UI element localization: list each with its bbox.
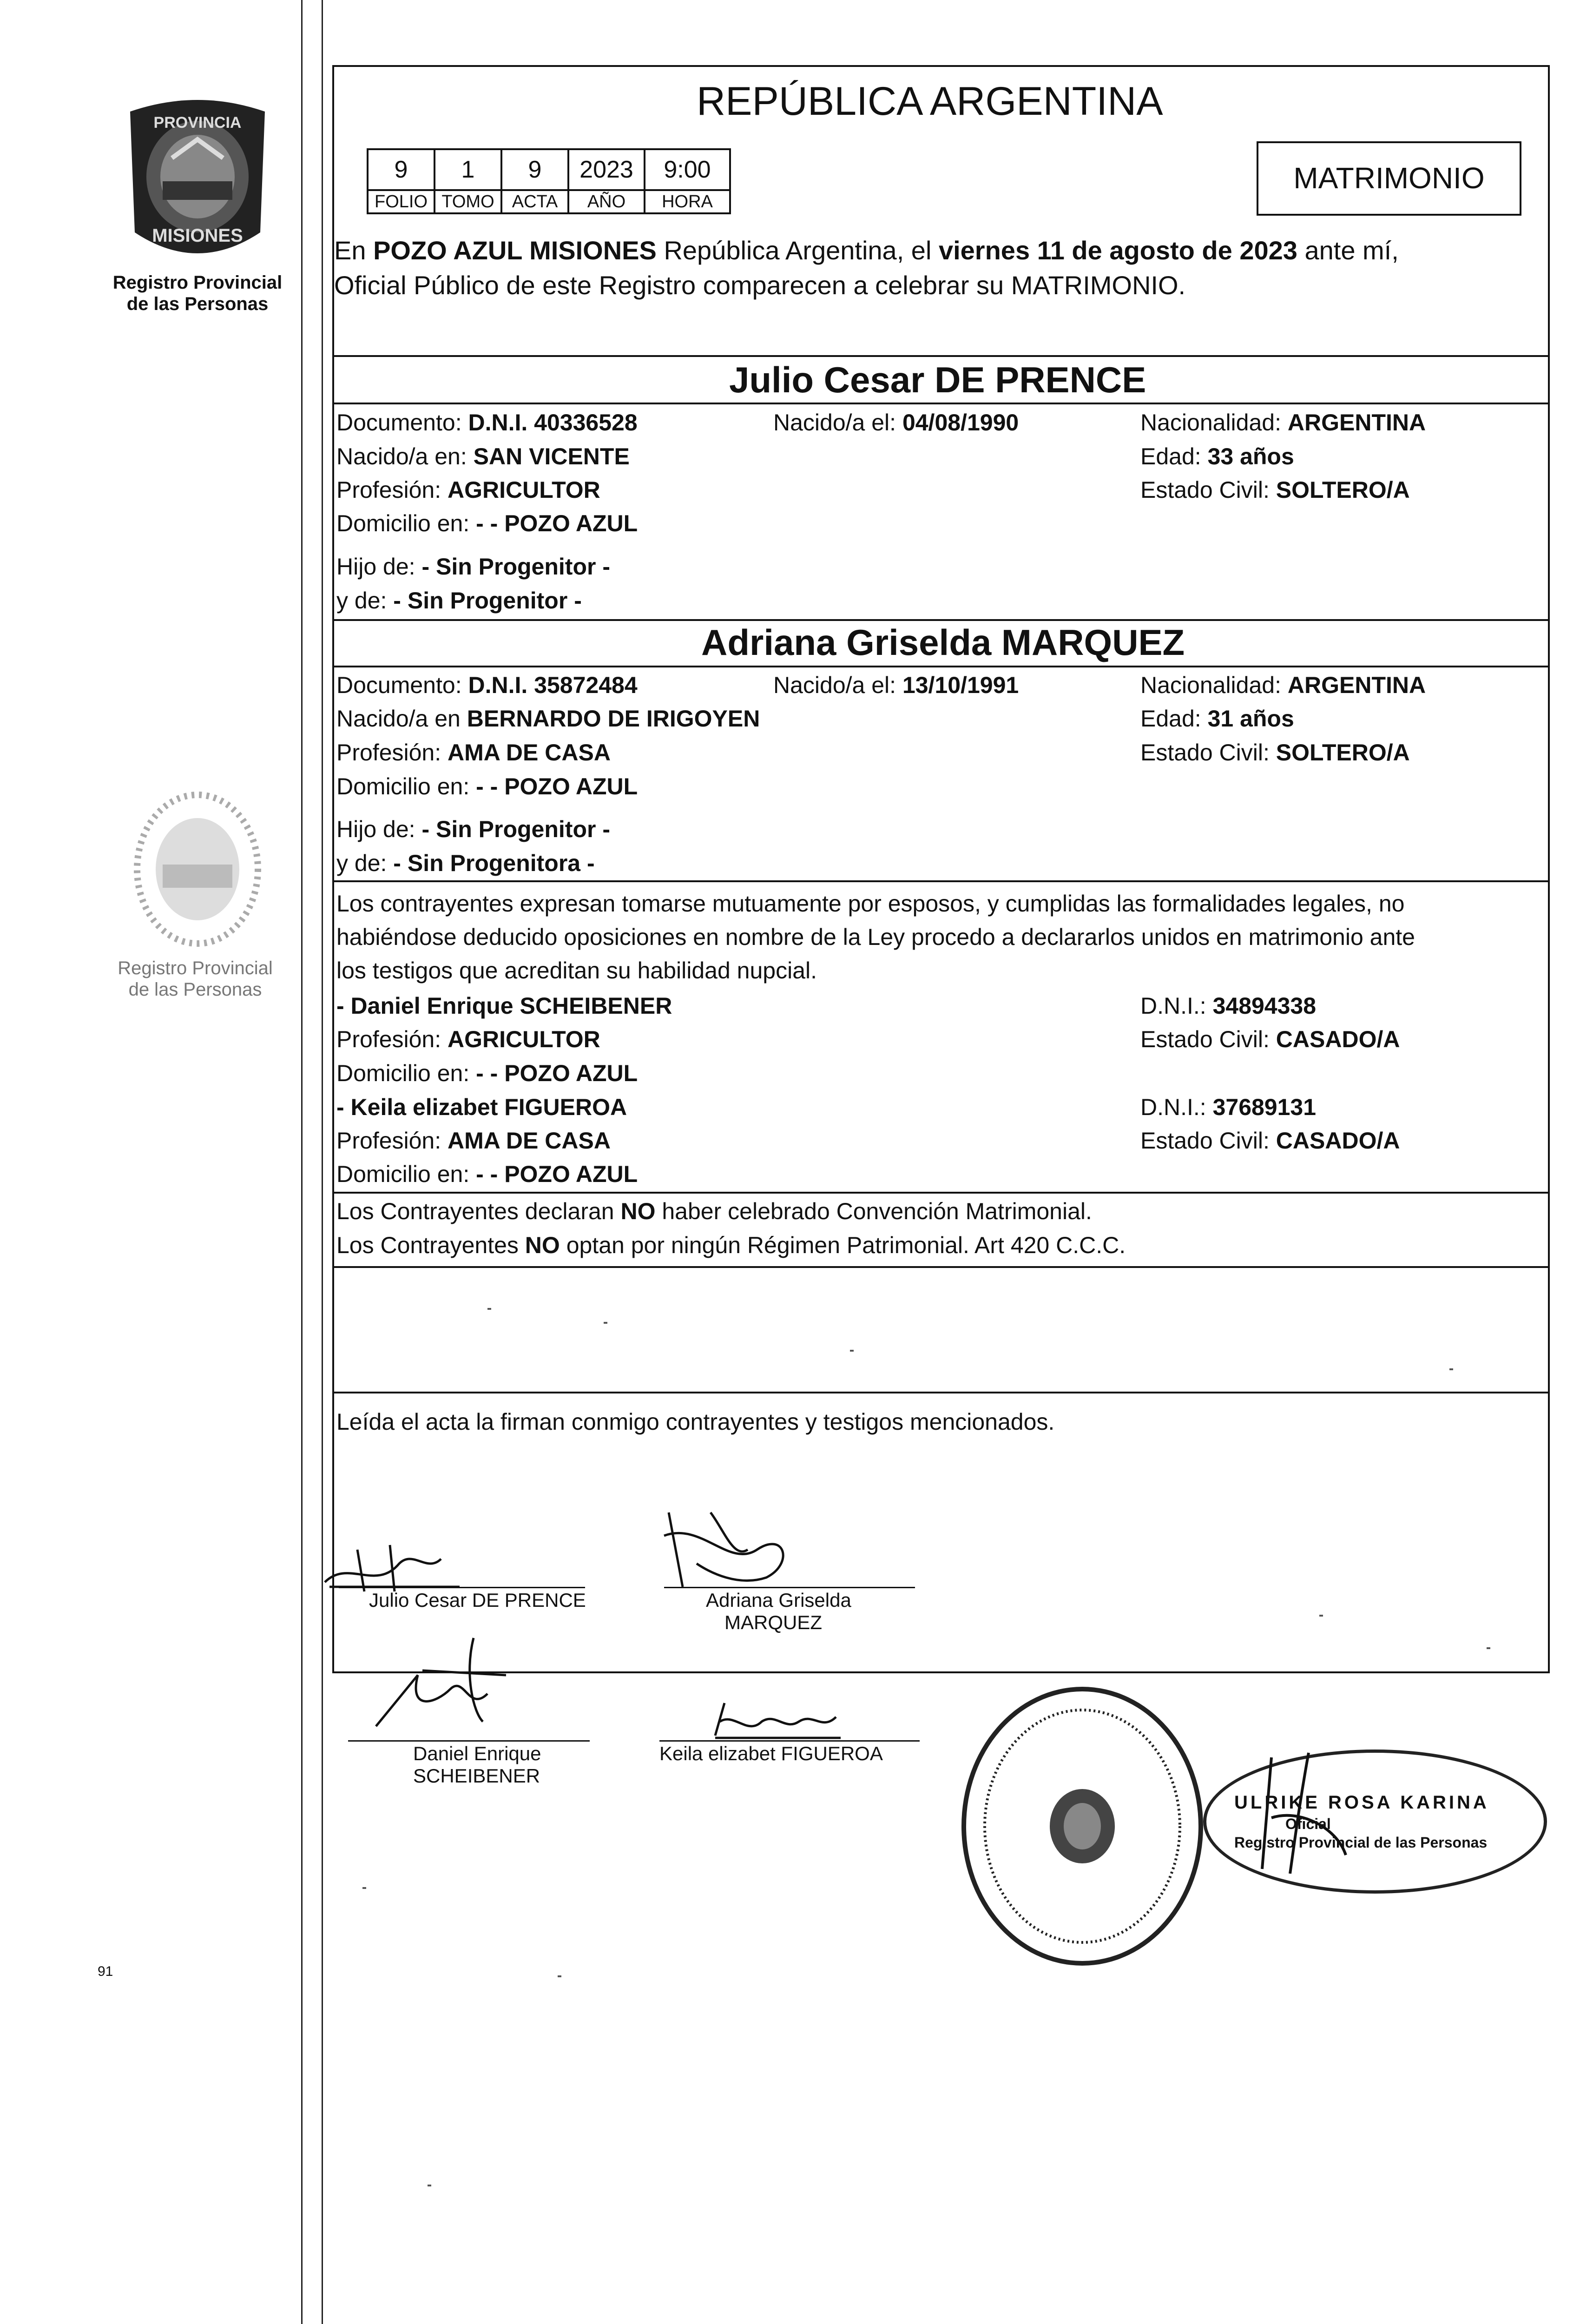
svg-text:MISIONES: MISIONES — [152, 225, 243, 246]
folio-value: 9 — [368, 149, 434, 190]
groom-signature-name: Julio Cesar DE PRENCE — [369, 1589, 586, 1611]
watermark-label-line2: de las Personas — [128, 979, 262, 1000]
groom-born-on-value: 04/08/1990 — [902, 409, 1019, 436]
witness2-signature-line — [659, 1740, 920, 1742]
scan-speck — [558, 1975, 561, 1977]
bride-age — [1140, 705, 1294, 733]
bride-nationality-value: ARGENTINA — [1287, 672, 1426, 698]
bride-parent2 — [336, 849, 595, 877]
groom-nationality-label: Nacionalidad: — [1140, 409, 1288, 436]
scan-speck — [428, 2185, 431, 2186]
bride-parent2-value: - Sin Progenitora - — [393, 850, 595, 876]
bride-profession — [336, 739, 611, 766]
witness1-civil-label: Estado Civil: — [1140, 1026, 1276, 1052]
groom-profession-value: AGRICULTOR — [448, 477, 600, 503]
province-seal-icon — [121, 93, 274, 270]
witness2-name: - Keila elizabet FIGUEROA — [336, 1094, 627, 1120]
divider-blank-top — [334, 1266, 1548, 1268]
bride-signature-line — [664, 1587, 915, 1588]
divider-bride-top — [334, 619, 1548, 621]
bride-domicile — [336, 772, 638, 800]
tomo-label: TOMO — [434, 190, 501, 213]
folio-label: FOLIO — [368, 190, 434, 213]
groom-domicile-value: - - POZO AZUL — [476, 510, 638, 536]
groom-profession-label: Profesión: — [336, 477, 448, 503]
bride-age-label: Edad: — [1140, 706, 1208, 732]
groom-profession — [336, 476, 600, 504]
registry-label-line2: de las Personas — [126, 294, 269, 314]
groom-parent1 — [336, 553, 610, 581]
bride-born-on-label: Nacido/a el: — [773, 672, 902, 698]
groom-civil-status — [1140, 476, 1410, 504]
groom-document — [336, 409, 638, 436]
witness2-profession-label: Profesión: — [336, 1128, 448, 1154]
bride-domicile-value: - - POZO AZUL — [476, 773, 638, 799]
bride-parent2-label: y de: — [336, 850, 394, 876]
witness2-dni-label: D.N.I.: — [1140, 1094, 1213, 1120]
bride-signature-name-line2: MARQUEZ — [724, 1611, 822, 1633]
witness1-dni — [1140, 992, 1316, 1020]
official-name: ULRIKE ROSA KARINA — [1234, 1792, 1489, 1813]
groom-age-value: 33 años — [1207, 443, 1294, 469]
witness1-signature-icon — [367, 1619, 534, 1740]
witness1-profession-label: Profesión: — [336, 1026, 448, 1052]
bride-domicile-label: Domicilio en: — [336, 773, 476, 799]
groom-doc-label: Documento: — [336, 409, 468, 436]
groom-doc-value: D.N.I. 40336528 — [468, 409, 638, 436]
hora-label: HORA — [645, 190, 730, 213]
bride-parent1 — [336, 815, 610, 843]
groom-parent2-value: - Sin Progenitor - — [393, 588, 582, 614]
bride-doc-label: Documento: — [336, 672, 468, 698]
declaration-line2: habiéndose deducido oposiciones en nombre de la Ley procedo a declararlos unidos en matrimonio ante — [336, 924, 1415, 950]
groom-domicile-label: Domicilio en: — [336, 510, 476, 536]
bride-civil-status — [1140, 739, 1410, 766]
regime1-suffix: haber celebrado Convención Matrimonial. — [655, 1198, 1092, 1224]
witness2-domicile-label: Domicilio en: — [336, 1161, 476, 1187]
regime-line2 — [336, 1231, 1126, 1259]
witness1-name: - Daniel Enrique SCHEIBENER — [336, 993, 672, 1019]
closing-text: Leída el acta la firman conmigo contrayentes y testigos mencionados. — [336, 1409, 1055, 1435]
acta-label: ACTA — [501, 190, 568, 213]
scan-speck — [1487, 1647, 1490, 1649]
groom-age-label: Edad: — [1140, 443, 1208, 469]
registry-logo — [121, 93, 274, 270]
ano-label: AÑO — [568, 190, 645, 213]
regime1-bold: NO — [620, 1198, 656, 1224]
svg-text:PROVINCIA: PROVINCIA — [153, 114, 242, 132]
witness2-dni-value: 37689131 — [1212, 1094, 1317, 1120]
groom-civil-label: Estado Civil: — [1140, 477, 1276, 503]
groom-age — [1140, 442, 1294, 470]
seal-ring-icon — [966, 1691, 1198, 1961]
bride-name: Adriana Griselda MARQUEZ — [701, 622, 1185, 663]
regime2-suffix: optan por ningún Régimen Patrimonial. Art 420 C.C.C. — [560, 1232, 1126, 1258]
witness1-dni-label: D.N.I.: — [1140, 993, 1213, 1019]
witness2-signature-name: Keila elizabet FIGUEROA — [659, 1743, 883, 1764]
ano-value: 2023 — [568, 149, 645, 190]
intro-prefix: En — [334, 236, 374, 265]
divider-groom-top — [334, 355, 1548, 357]
scan-speck — [1449, 1368, 1453, 1370]
groom-born-in-value: SAN VICENTE — [473, 443, 630, 469]
registry-watermark-label — [88, 957, 302, 1000]
regime2-bold: NO — [525, 1232, 560, 1258]
document-title: REPÚBLICA ARGENTINA — [697, 79, 1163, 124]
witness1-civil-value: CASADO/A — [1276, 1026, 1400, 1052]
codes-labels-row — [368, 190, 730, 213]
groom-nationality — [1140, 409, 1426, 436]
scan-speck — [604, 1322, 607, 1324]
bride-nationality — [1140, 671, 1426, 699]
witness2-domicile — [336, 1160, 638, 1188]
groom-born-in — [336, 442, 630, 470]
registry-label — [93, 272, 302, 315]
bride-age-value: 31 años — [1207, 706, 1294, 732]
margin-rule-left — [301, 0, 303, 2324]
regime1-prefix: Los Contrayentes declaran — [336, 1198, 621, 1224]
groom-nationality-value: ARGENTINA — [1287, 409, 1426, 436]
registry-watermark — [125, 786, 270, 953]
witness1-domicile — [336, 1059, 638, 1087]
scan-speck — [487, 1308, 491, 1310]
bride-parent1-value: - Sin Progenitor - — [421, 816, 610, 842]
bride-born-in-value: BERNARDO DE IRIGOYEN — [467, 706, 760, 732]
marriage-record — [332, 65, 1550, 1851]
groom-domicile — [336, 509, 638, 537]
witness2-profession-value: AMA DE CASA — [448, 1128, 611, 1154]
official-role: Oficial — [1285, 1816, 1331, 1832]
intro-place: POZO AZUL MISIONES — [373, 236, 657, 265]
declaration-line3: los testigos que acreditan su habilidad nupcial. — [336, 957, 817, 984]
groom-parent1-value: - Sin Progenitor - — [421, 554, 610, 580]
witness2-signature-icon — [706, 1694, 845, 1745]
witness1-profession-value: AGRICULTOR — [448, 1026, 600, 1052]
bride-doc-value: D.N.I. 35872484 — [468, 672, 638, 698]
scan-speck — [1319, 1615, 1323, 1617]
watermark-label-line1: Registro Provincial — [118, 958, 273, 978]
groom-parent2 — [336, 587, 582, 614]
witness1-domicile-value: - - POZO AZUL — [476, 1060, 638, 1086]
groom-born-on — [773, 409, 1019, 436]
bride-nationality-label: Nacionalidad: — [1140, 672, 1288, 698]
scan-speck — [850, 1350, 854, 1352]
witness2-profession — [336, 1127, 611, 1155]
divider-regime-top — [334, 1192, 1548, 1194]
acta-value: 9 — [501, 149, 568, 190]
scan-speck — [362, 1887, 366, 1889]
bride-profession-value: AMA DE CASA — [448, 739, 611, 766]
groom-name: Julio Cesar DE PRENCE — [729, 359, 1146, 400]
official-office: Registro Provincial de las Personas — [1234, 1834, 1488, 1851]
official-signature-icon — [1244, 1748, 1364, 1878]
witness1-civil-status — [1140, 1025, 1400, 1053]
hora-value: 9:00 — [645, 149, 730, 190]
bride-civil-label: Estado Civil: — [1140, 739, 1276, 766]
bride-born-on-value: 13/10/1991 — [902, 672, 1019, 698]
groom-parent2-label: y de: — [336, 588, 394, 614]
witness2-civil-label: Estado Civil: — [1140, 1128, 1276, 1154]
bride-born-in — [336, 705, 760, 733]
groom-civil-value: SOLTERO/A — [1276, 477, 1410, 503]
witness1-dni-value: 34894338 — [1212, 993, 1317, 1019]
intro-middle: República Argentina, el — [656, 236, 939, 265]
witness1-signature-line — [348, 1740, 590, 1742]
groom-born-in-label: Nacido/a en: — [336, 443, 474, 469]
groom-parent1-label: Hijo de: — [336, 554, 422, 580]
intro-line2: Oficial Público de este Registro comparecen a celebrar su MATRIMONIO. — [334, 271, 1186, 300]
witness2-dni — [1140, 1093, 1316, 1121]
witness2-civil-value: CASADO/A — [1276, 1128, 1400, 1154]
official-stamp — [1203, 1750, 1547, 1894]
codes-values-row — [368, 149, 730, 190]
record-codes-table — [367, 148, 731, 214]
bride-parent1-label: Hijo de: — [336, 816, 422, 842]
divider-bride-name — [334, 666, 1548, 667]
divider-closing-top — [334, 1392, 1548, 1393]
bride-born-on — [773, 671, 1019, 699]
faded-seal-icon — [125, 786, 270, 953]
groom-signature-line — [339, 1587, 585, 1588]
divider-declaration-top — [334, 880, 1548, 882]
page-mark: 91 — [98, 1964, 113, 1979]
regime-line1 — [336, 1197, 1092, 1225]
divider-groom-name — [334, 403, 1548, 404]
declaration-line1: Los contrayentes expresan tomarse mutuamente por esposos, y cumplidas las formalidades legales, no — [336, 891, 1405, 917]
witness2-civil-status — [1140, 1127, 1400, 1155]
bride-born-in-label: Nacido/a en — [336, 706, 467, 732]
margin-rule-right — [322, 0, 323, 2324]
witness1-signature-name-line2: SCHEIBENER — [413, 1765, 540, 1787]
bride-civil-value: SOLTERO/A — [1276, 739, 1410, 766]
witness1-signature-name-line1: Daniel Enrique — [413, 1743, 541, 1764]
witness1-domicile-label: Domicilio en: — [336, 1060, 476, 1086]
intro-line1 — [334, 237, 1399, 264]
witness2-domicile-value: - - POZO AZUL — [476, 1161, 638, 1187]
bride-signature-name-line1: Adriana Griselda — [706, 1589, 851, 1611]
intro-suffix: ante mí, — [1297, 236, 1399, 265]
registry-office-seal — [961, 1687, 1203, 1966]
regime2-prefix: Los Contrayentes — [336, 1232, 525, 1258]
bride-profession-label: Profesión: — [336, 739, 448, 766]
tomo-value: 1 — [434, 149, 501, 190]
bride-document — [336, 671, 638, 699]
bride-signature-icon — [655, 1494, 813, 1596]
witness1-profession — [336, 1025, 600, 1053]
registry-label-line1: Registro Provincial — [112, 272, 283, 293]
groom-born-on-label: Nacido/a el: — [773, 409, 902, 436]
act-type-box: MATRIMONIO — [1257, 141, 1521, 216]
intro-date: viernes 11 de agosto de 2023 — [938, 236, 1297, 265]
